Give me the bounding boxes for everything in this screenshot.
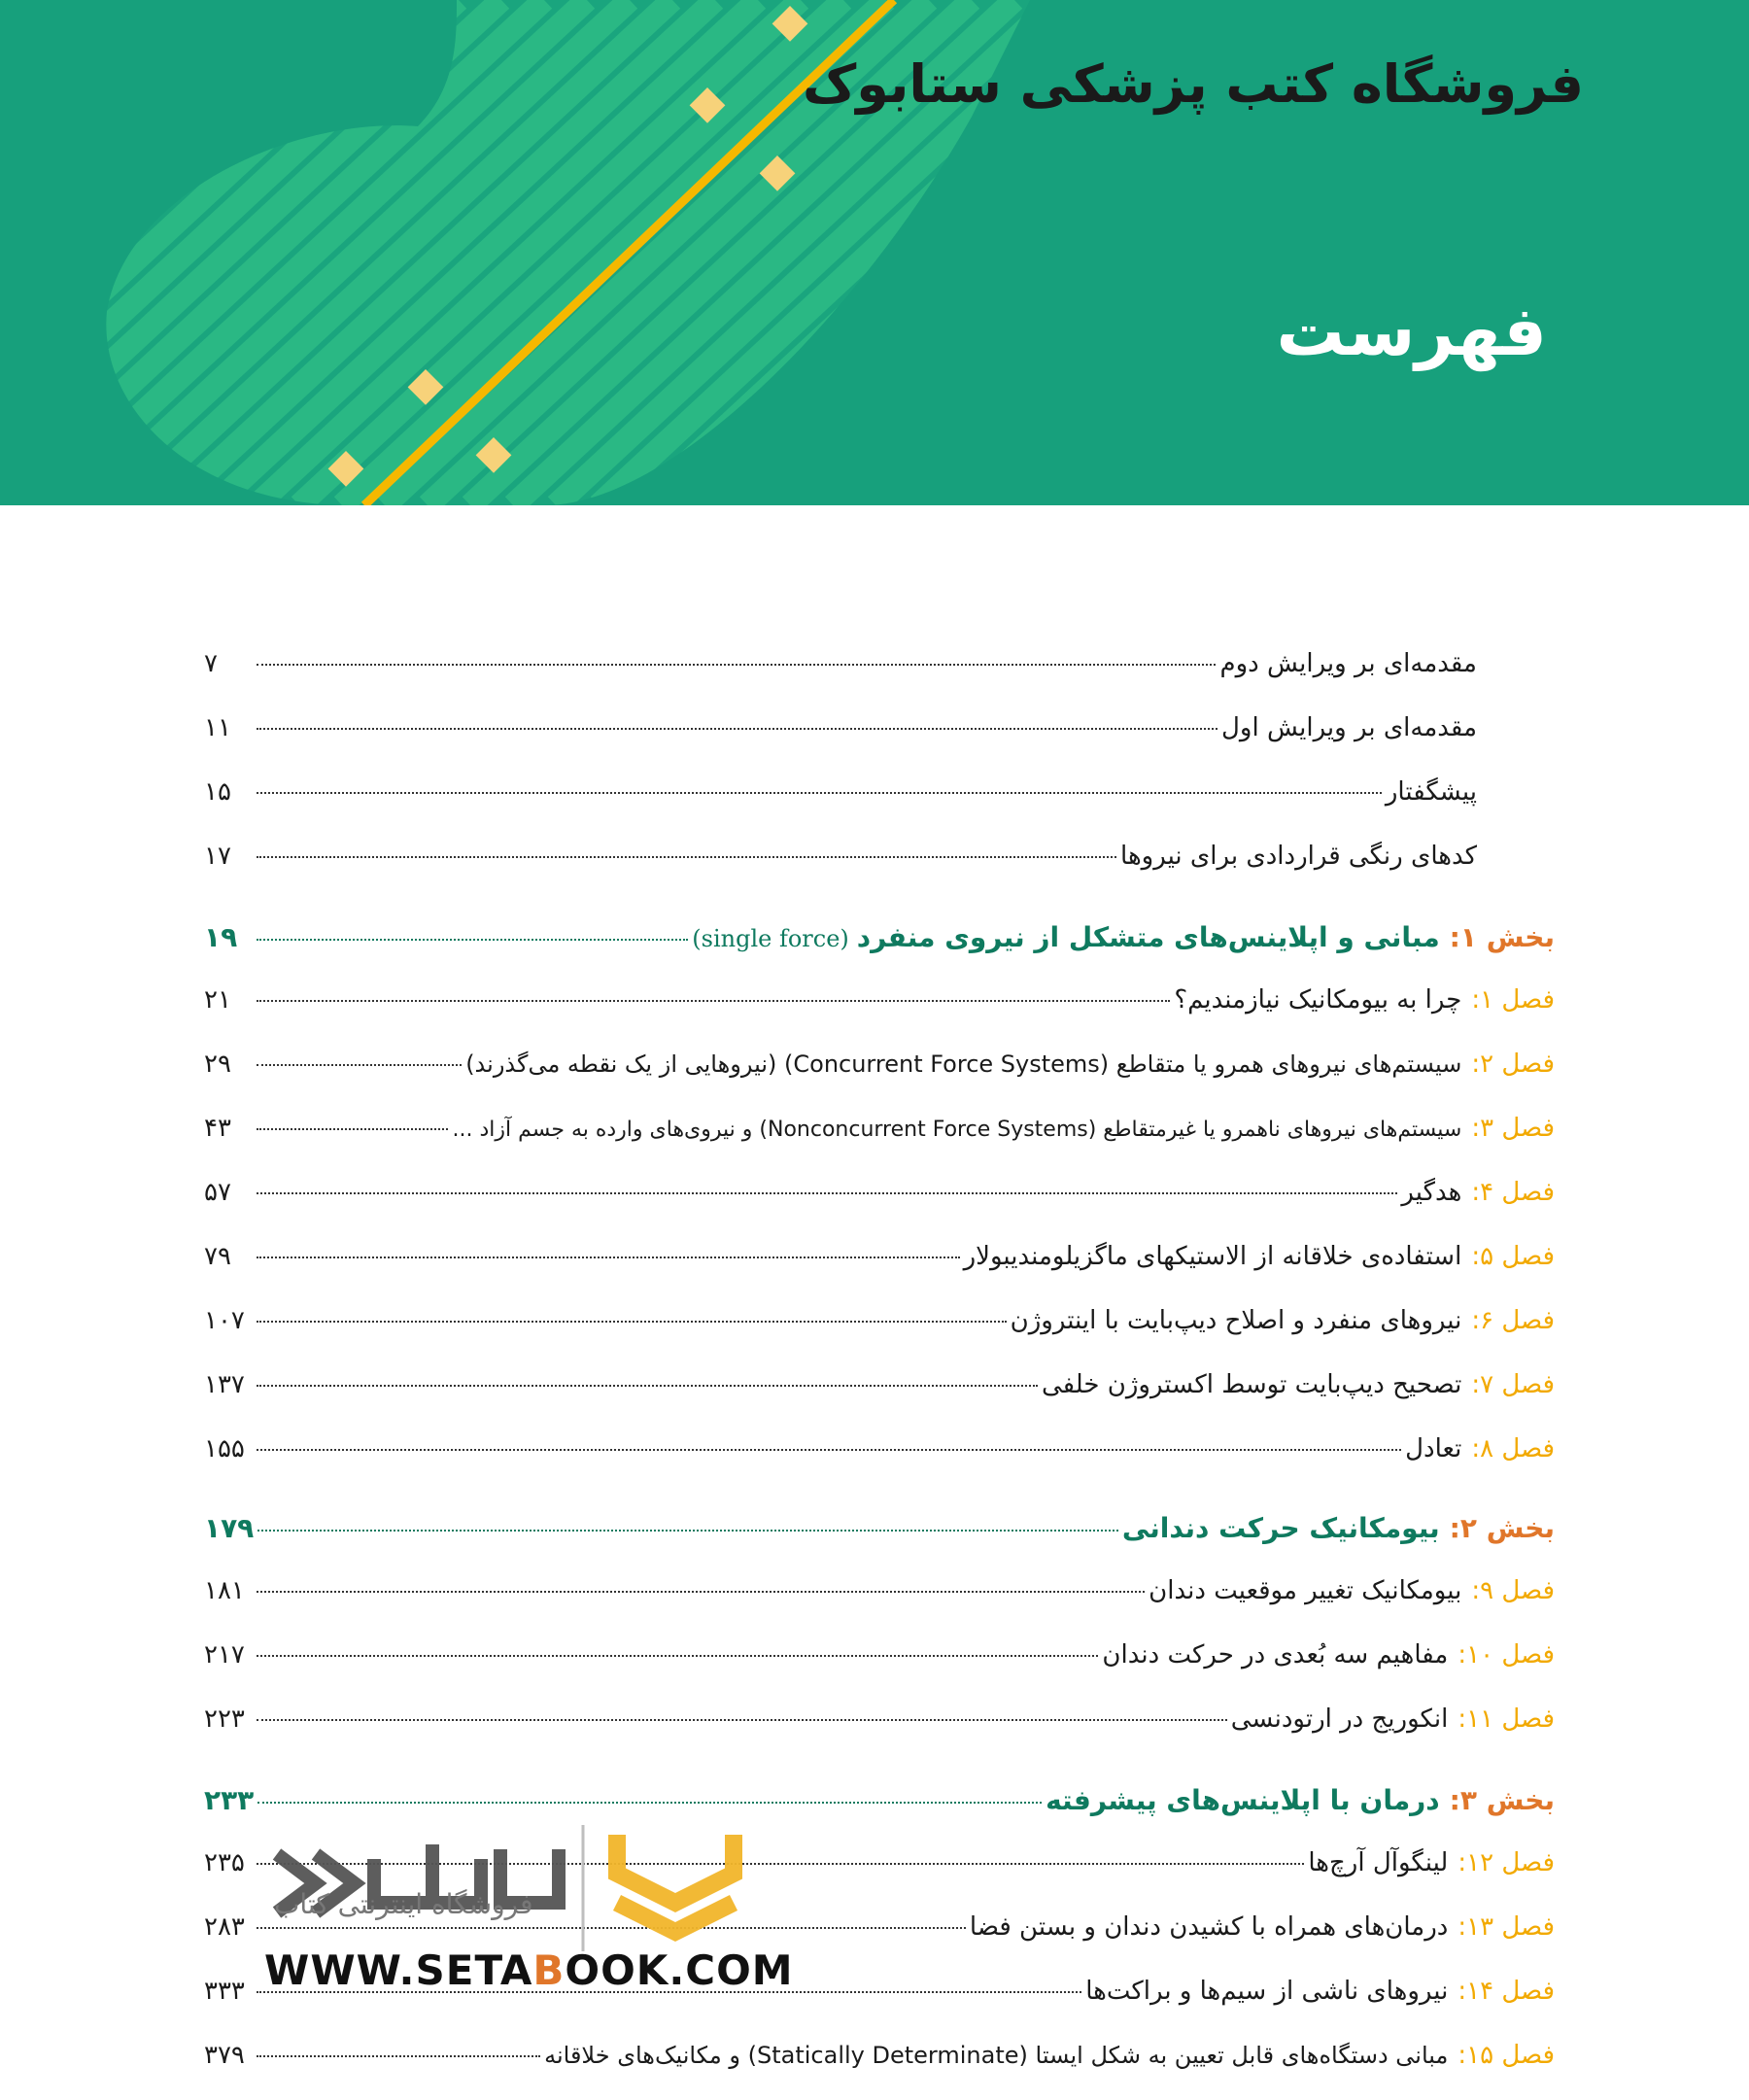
url-suffix: OOK.COM xyxy=(565,1946,794,1994)
toc-entry[interactable] xyxy=(204,842,1477,871)
chapter-label: فصل ۱۴: xyxy=(1458,1977,1555,2006)
page-number: ۱۵۵ xyxy=(204,1434,245,1463)
part-heading[interactable] xyxy=(204,921,1555,953)
page-number: ۲۲۳ xyxy=(204,1704,245,1734)
entry-title: انکوریج در ارتودنسی xyxy=(1230,1704,1449,1734)
dot-leader xyxy=(257,1530,1118,1532)
entry-title: مقدمه‌ای بر ویرایش دوم xyxy=(1219,649,1477,678)
dot-leader xyxy=(257,1449,1401,1451)
page-number: ۱۷۹ xyxy=(204,1512,255,1544)
chapter-label: فصل ۱۳: xyxy=(1458,1912,1555,1942)
dot-leader xyxy=(257,856,1116,858)
page-number: ۲۸۳ xyxy=(204,1912,245,1942)
entry-title: چرا به بیومکانیک نیازمندیم؟ xyxy=(1174,985,1462,1015)
entry-title: مبانی دستگاه‌های قابل تعیین به شکل ایستا (Statically Determinate) و مکانیک‌های خلاقانه xyxy=(544,2042,1449,2069)
book-chevron-icon xyxy=(617,1835,734,1932)
entry-title: تعادل xyxy=(1405,1434,1462,1463)
dot-leader xyxy=(257,1385,1038,1387)
chapter-label: فصل ۱: xyxy=(1471,985,1555,1015)
entry-title: لینگوآل آرچ‌ها xyxy=(1308,1848,1449,1877)
part-title: مبانی و اپلاینس‌های متشکل از نیروی منفرد xyxy=(856,921,1440,953)
chapter-label: فصل ۲: xyxy=(1471,1050,1555,1079)
page-number: ۱۰۷ xyxy=(204,1306,245,1335)
dot-leader xyxy=(257,2055,540,2057)
chapter-label: فصل ۳: xyxy=(1471,1114,1555,1143)
dot-leader xyxy=(257,1128,448,1130)
chapter-label: فصل ۵: xyxy=(1471,1242,1555,1271)
chapter-label: فصل ۱۰: xyxy=(1458,1640,1555,1670)
url-prefix: WWW.SETA xyxy=(264,1946,533,1994)
entry-title: درمان‌های همراه با کشیدن دندان و بستن فضا xyxy=(969,1912,1449,1942)
chapter-label: فصل ۱۱: xyxy=(1458,1704,1555,1734)
chapter-label: فصل ۱۲: xyxy=(1458,1848,1555,1877)
chapter-label: فصل ۱۵: xyxy=(1458,2041,1555,2070)
entry-title: سیستم‌های نیروهای همرو یا متقاطع (Concurrent Force Systems) (نیروهایی از یک نقطه می‌گذرند) xyxy=(465,1050,1462,1078)
toc-entry[interactable] xyxy=(204,713,1477,742)
toc-entry[interactable] xyxy=(204,985,1555,1015)
entry-title: هدگیر xyxy=(1401,1178,1462,1207)
entry-title: تصحیح دیپ‌بایت توسط اکستروژن خلفی xyxy=(1041,1370,1462,1399)
dot-leader xyxy=(257,792,1382,794)
page-number: ۷ xyxy=(204,649,218,678)
page-number: ۱۸۱ xyxy=(204,1576,245,1605)
toc-entry[interactable] xyxy=(204,1242,1555,1271)
part-title: درمان با اپلاینس‌های پیشرفته xyxy=(1046,1784,1440,1816)
page-number: ۲۹ xyxy=(204,1050,231,1079)
watermark-url xyxy=(264,1946,794,1994)
toc-entry[interactable] xyxy=(204,1178,1555,1207)
dot-leader xyxy=(257,1000,1170,1002)
toc-entry[interactable] xyxy=(204,777,1477,807)
part-title: بیومکانیک حرکت دندانی xyxy=(1121,1512,1440,1544)
store-name: فروشگاه کتب پزشکی ستابوک xyxy=(802,53,1584,115)
chapter-label: فصل ۶: xyxy=(1471,1306,1555,1335)
page-number: ۲۳۵ xyxy=(204,1848,245,1877)
page-number: ۳۷۹ xyxy=(204,2041,245,2070)
chapter-label: فصل ۸: xyxy=(1471,1434,1555,1463)
header-stripe xyxy=(1625,0,1749,505)
toc-entry[interactable] xyxy=(204,1434,1555,1463)
dot-leader xyxy=(257,1192,1397,1194)
dot-leader xyxy=(257,728,1217,730)
dot-leader xyxy=(257,1719,1227,1721)
dot-leader xyxy=(257,939,688,941)
toc-entry[interactable] xyxy=(204,1370,1555,1399)
page-number: ۷۹ xyxy=(204,1242,231,1271)
dot-leader xyxy=(257,1655,1098,1657)
page-number: ۲۱ xyxy=(204,985,231,1015)
dot-leader xyxy=(257,1591,1145,1593)
dot-leader xyxy=(257,1257,960,1258)
header-banner xyxy=(0,0,1749,505)
header-stripe xyxy=(0,0,117,505)
part-label: بخش ۲: xyxy=(1449,1512,1555,1544)
header-stripe xyxy=(1667,0,1749,505)
url-highlight: B xyxy=(532,1946,566,1994)
part-label: بخش ۳: xyxy=(1449,1784,1555,1816)
page-number: ۱۹ xyxy=(204,921,238,953)
toc-entry[interactable] xyxy=(204,1640,1555,1670)
entry-title: مفاهیم سه بُعدی در حرکت دندان xyxy=(1102,1640,1449,1670)
entry-title: نیروهای منفرد و اصلاح دیپ‌بایت با اینتروژن xyxy=(1010,1306,1462,1335)
toc-entry[interactable] xyxy=(204,1050,1555,1079)
page-number: ۵۷ xyxy=(204,1178,231,1207)
page-number: ۲۳۳ xyxy=(204,1784,255,1816)
part-heading[interactable] xyxy=(204,1512,1555,1544)
entry-title: استفاده‌ی خلاقانه از الاستیکهای ماگزیلومندیبولار xyxy=(963,1242,1462,1271)
entry-title: سیستم‌های نیروهای ناهمرو یا غیرمتقاطع (Nonconcurrent Force Systems) و نیروی‌های وارده به جسم آزاد ... xyxy=(452,1118,1462,1142)
entry-title: کدهای رنگی قراردادی برای نیروها xyxy=(1120,842,1477,871)
toc-entry[interactable] xyxy=(204,1114,1555,1143)
page-number: ۱۱ xyxy=(204,713,231,742)
entry-title: بیومکانیک تغییر موقعیت دندان xyxy=(1149,1576,1462,1605)
part-title-latin: (single force) xyxy=(692,925,849,952)
toc-entry[interactable] xyxy=(204,649,1477,678)
page-number: ۱۵ xyxy=(204,777,231,807)
toc-entry[interactable] xyxy=(204,1306,1555,1335)
entry-title: نیروهای ناشی از سیم‌ها و براکت‌ها xyxy=(1085,1977,1449,2006)
header-stripe xyxy=(1582,0,1749,505)
toc-entry[interactable] xyxy=(204,1704,1555,1734)
entry-title: مقدمه‌ای بر ویرایش اول xyxy=(1221,713,1477,742)
page-number: ۳۳۳ xyxy=(204,1977,245,2006)
page-number: ۱۷ xyxy=(204,842,231,871)
page-number: ۲۱۷ xyxy=(204,1640,245,1670)
page-title: فهرست xyxy=(1276,292,1547,371)
entry-title: پیشگفتار xyxy=(1385,777,1477,807)
dot-leader xyxy=(257,664,1216,666)
toc-entry[interactable] xyxy=(204,2041,1555,2070)
dot-leader xyxy=(257,1802,1042,1804)
page-number: ۱۳۷ xyxy=(204,1370,245,1399)
toc-entry[interactable] xyxy=(204,1576,1555,1605)
watermark-subtitle: فروشگاه اینترنتی کتاب xyxy=(274,1888,533,1920)
chapter-label: فصل ۴: xyxy=(1471,1178,1555,1207)
part-label: بخش ۱: xyxy=(1449,921,1555,953)
chapter-label: فصل ۷: xyxy=(1471,1370,1555,1399)
dot-leader xyxy=(257,1321,1007,1323)
dot-leader xyxy=(257,1064,462,1066)
chapter-label: فصل ۹: xyxy=(1471,1576,1555,1605)
page-number: ۴۳ xyxy=(204,1114,231,1143)
